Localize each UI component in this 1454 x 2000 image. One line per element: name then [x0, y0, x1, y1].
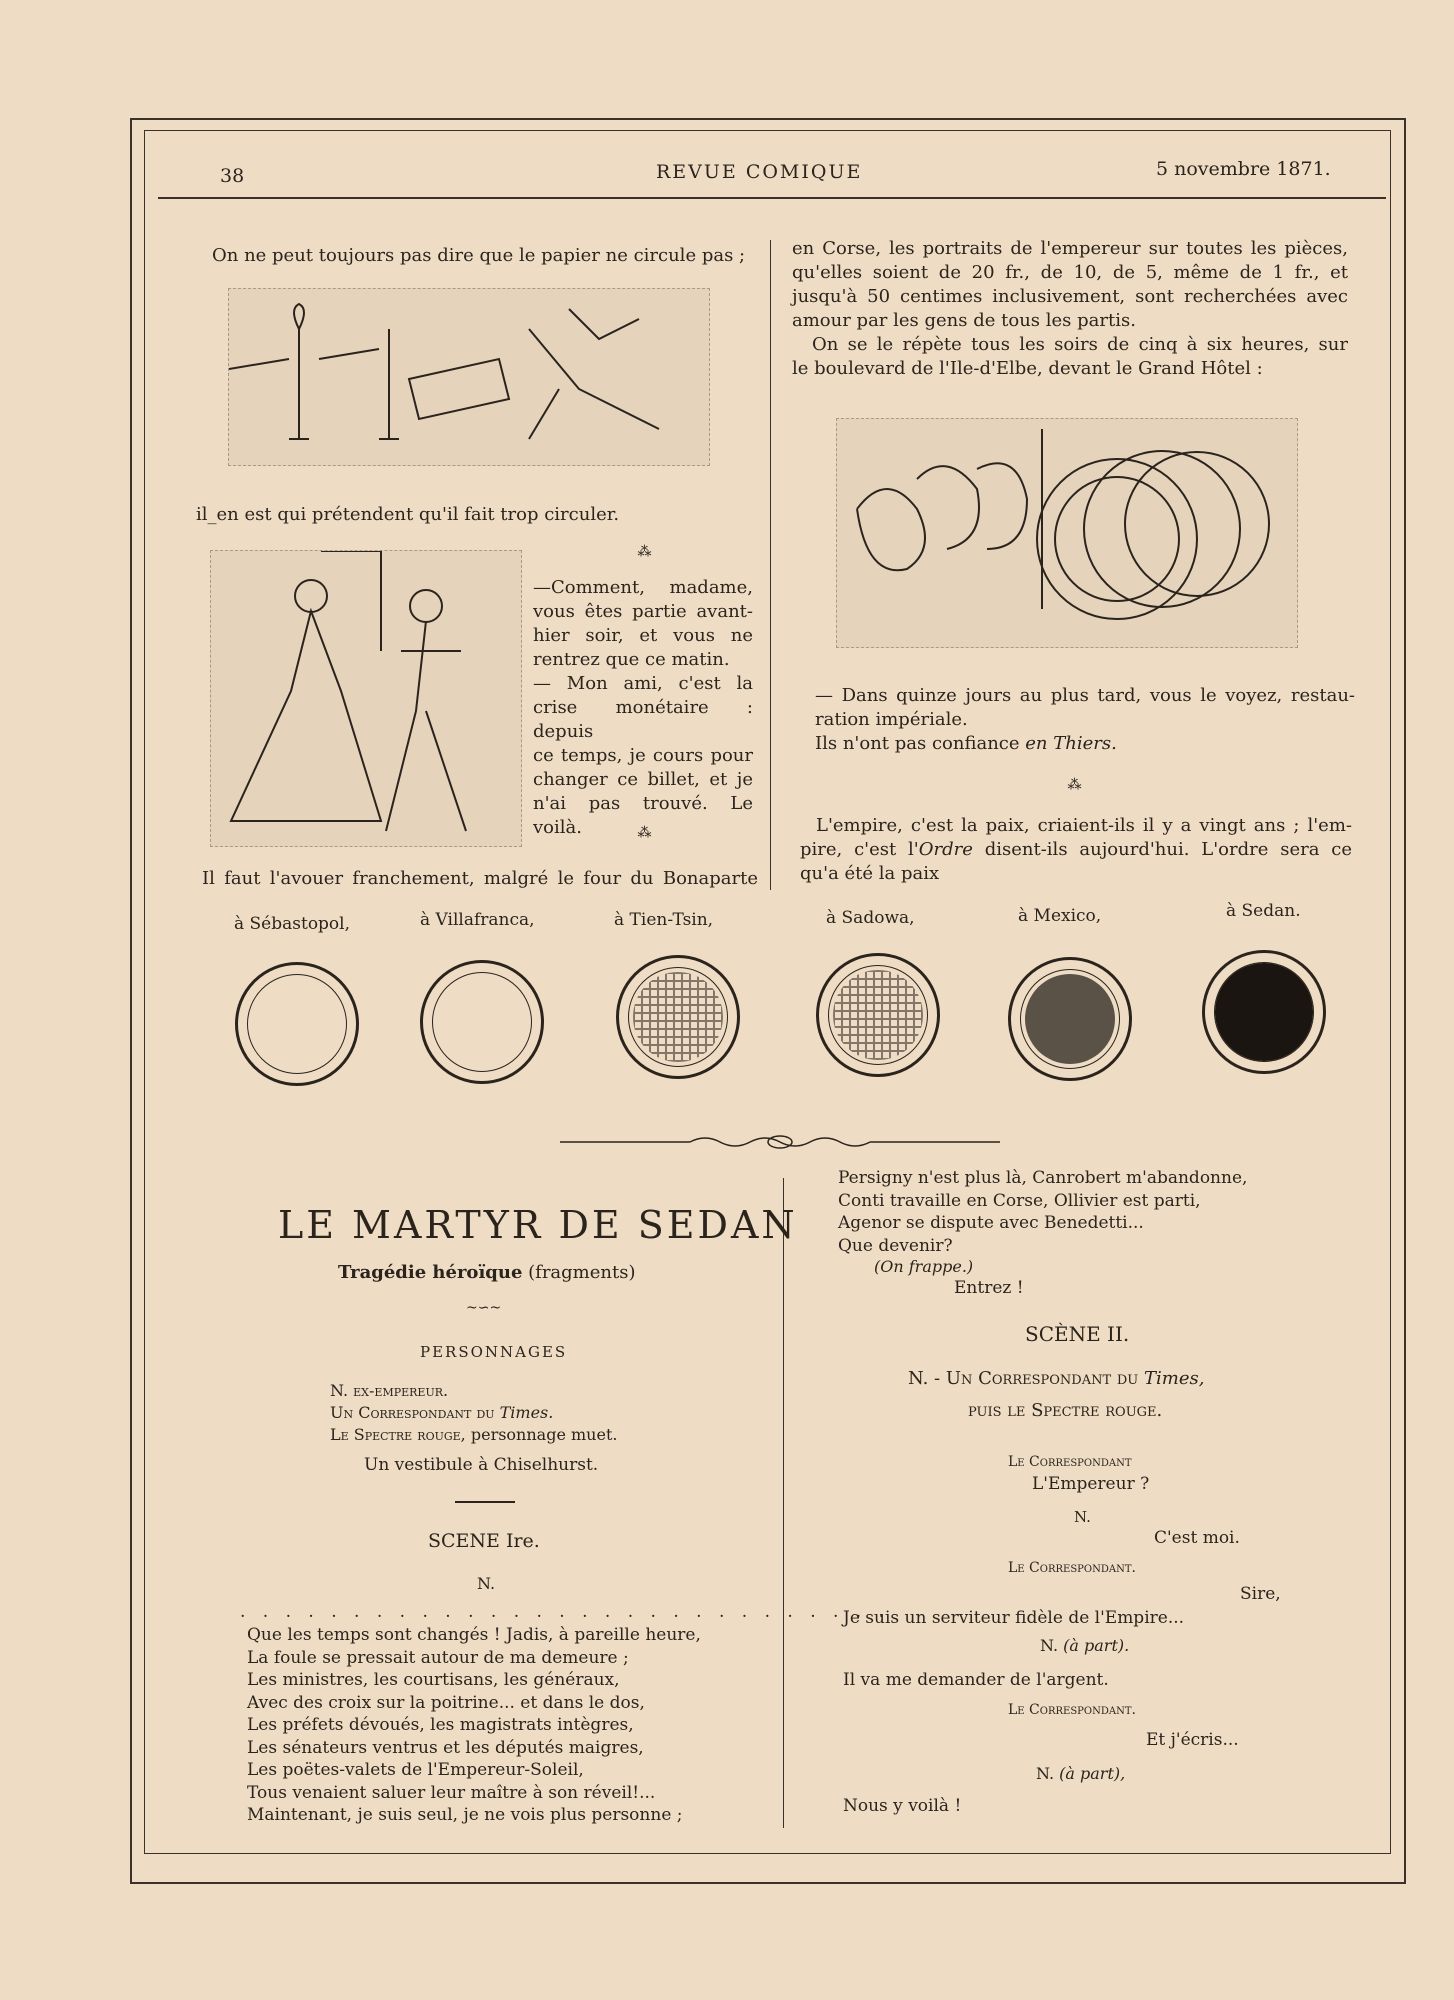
left-text-2: il_en est qui prétendent qu'il fait trop circuler. — [196, 504, 620, 525]
scene-2-times-italic: Times, — [1143, 1368, 1205, 1389]
dialogue-line-5: — Mon ami, c'est la — [533, 673, 753, 694]
dialogue-line-2: vous êtes partie avant- — [533, 601, 753, 622]
stars-separator-2: ⁂ — [637, 825, 653, 841]
thiers-text: Ils n'ont pas confiance — [815, 733, 1026, 754]
speaker-n-2 — [1040, 1636, 1129, 1655]
medal-tien-tsin-icon — [616, 955, 740, 1079]
line-serviteur: Je suis un serviteur fidèle de l'Empire... — [843, 1608, 1185, 1628]
right-line-1: en Corse, les portraits de l'empereur sur toutes les pièces, — [792, 238, 1348, 259]
medal-mexico-icon — [1008, 957, 1132, 1081]
line-sire: Sire, — [1240, 1584, 1281, 1604]
verse-6: Les sénateurs ventrus et les députés maigres, — [247, 1737, 644, 1758]
empire-paragraph — [800, 814, 1352, 886]
play-subtitle — [338, 1262, 635, 1283]
column-divider-bottom — [783, 1178, 784, 1828]
place-villafranca: à Villafranca, — [420, 910, 535, 930]
left-text-last: Il faut l'avouer franchement, malgré le four du Bonaparte — [202, 868, 758, 889]
stars-separator-1: ⁂ — [637, 544, 653, 560]
scene-2-cast-1-text: N. - Un Correspondant du — [908, 1368, 1144, 1389]
empire-text-b: disent-ils aujourd'hui. L'ordre sera ce — [972, 839, 1353, 860]
page-number: 38 — [220, 165, 245, 187]
play-title: LE MARTYR DE SEDAN — [278, 1203, 798, 1247]
verse-3: Les ministres, les courtisans, les généraux, — [247, 1670, 620, 1690]
speaker-n-2-aside: (à part). — [1063, 1636, 1130, 1655]
empire-line-2 — [800, 838, 1352, 862]
line-nous-y-voila: Nous y voilà ! — [843, 1796, 962, 1816]
cast-item-2 — [330, 1402, 617, 1424]
right-verse-2: Conti travaille en Corse, Ollivier est parti, — [838, 1190, 1201, 1211]
right-verse-3: Agenor se dispute avec Benedetti... — [838, 1213, 1144, 1233]
stage-direction-knock: (On frappe.) — [874, 1257, 974, 1276]
verse-9: Maintenant, je suis seul, je ne vois plus personne ; — [247, 1805, 683, 1825]
place-sedan: à Sedan. — [1226, 901, 1301, 921]
thiers-italic: en Thiers. — [1025, 733, 1117, 754]
issue-date: 5 novembre 1871. — [1156, 158, 1331, 180]
right-verse-1: Persigny n'est plus là, Canrobert m'abandonne, — [838, 1168, 1248, 1188]
place-tien-tsin: à Tien-Tsin, — [614, 910, 714, 930]
sketch-icon — [229, 289, 709, 465]
place-sadowa: à Sadowa, — [826, 908, 915, 928]
right-line-5: On se le répète tous les soirs de cinq à six heures, sur — [812, 334, 1348, 355]
subtitle-rest: (fragments) — [522, 1262, 636, 1283]
illustration-coin-crowd — [836, 418, 1298, 648]
empire-ordre-italic: Ordre — [918, 839, 973, 860]
subtitle-bold: Tragédie héroïque — [338, 1262, 523, 1283]
medal-sebastopol-icon — [235, 962, 359, 1086]
right-line-2: qu'elles soient de 20 fr., de 10, de 5, même de 1 fr., et — [792, 262, 1348, 283]
cast-name-3: Le Spectre rouge, — [330, 1425, 466, 1444]
line-cest-moi: C'est moi. — [1154, 1528, 1240, 1548]
medal-villafranca-icon — [420, 960, 544, 1084]
scene-2-heading: SCÈNE II. — [1025, 1322, 1130, 1346]
scene-1-heading: SCENE Ire. — [428, 1530, 540, 1552]
title-flourish: ~∽~ — [466, 1300, 502, 1316]
scene-1-ellipsis: . . . . . . . . . . . . . . . . . . . . . . . . . . . . . — [240, 1602, 891, 1622]
ornament-divider-icon — [560, 1133, 1000, 1151]
medal-sadowa-icon — [816, 953, 940, 1077]
illustration-banknote-chase — [228, 288, 710, 466]
cast-list — [330, 1380, 617, 1446]
cast-name-2: Un Correspondant du — [330, 1403, 500, 1422]
empire-line-3: qu'a été la paix — [800, 863, 940, 884]
cast-times-italic: Times. — [499, 1403, 554, 1422]
right-verse-4: Que devenir? — [838, 1235, 953, 1256]
right-paragraph-1 — [792, 237, 1348, 381]
dialogue-line-9: n'ai pas trouvé. Le — [533, 793, 753, 814]
sketch-icon — [837, 419, 1297, 647]
caption-line-3 — [815, 732, 1355, 756]
right-line-3: jusqu'à 50 centimes inclusivement, sont recherchées avec — [792, 286, 1348, 307]
verse-2: La foule se pressait autour de ma demeure ; — [247, 1647, 629, 1668]
speaker-n-3 — [1036, 1764, 1125, 1783]
line-argent: Il va me demander de l'argent. — [843, 1670, 1109, 1690]
dialogue-line-4: rentrez que ce matin. — [533, 649, 730, 670]
empire-text-a: pire, c'est l' — [800, 839, 919, 860]
line-lempereur: L'Empereur ? — [1032, 1474, 1150, 1494]
speaker-n-3-aside: (à part), — [1059, 1764, 1126, 1783]
right-line-4: amour par les gens de tous les partis. — [792, 310, 1136, 331]
cast-role-3: personnage muet. — [465, 1425, 618, 1444]
right-verses — [838, 1167, 1247, 1257]
dialogue-line-10: voilà. — [533, 817, 582, 838]
journal-title: REVUE COMIQUE — [656, 161, 863, 183]
sketch-icon — [211, 551, 521, 846]
speaker-correspondant-2: Le Correspondant. — [1008, 1560, 1136, 1576]
cast-name-1: N. — [330, 1381, 349, 1400]
line-jecris: Et j'écris... — [1146, 1730, 1239, 1750]
dialogue-line-1: —Comment, madame, — [533, 577, 753, 598]
scene-2-cast-1 — [908, 1368, 1204, 1389]
entrez-line: Entrez ! — [954, 1278, 1024, 1298]
speaker-n-1: N. — [1074, 1508, 1091, 1526]
right-line-6: le boulevard de l'Ile-d'Elbe, devant le Grand Hôtel : — [792, 358, 1263, 379]
dialogue-line-8: changer ce billet, et je — [533, 769, 753, 790]
dialogue-line-3: hier soir, et vous ne — [533, 625, 753, 646]
dialogue-paragraph — [533, 576, 753, 840]
cast-item-1 — [330, 1380, 617, 1402]
illustration-couple-dispute — [210, 550, 522, 847]
scene-2-cast-2: puis le Spectre rouge. — [968, 1400, 1163, 1421]
verse-4: Avec des croix sur la poitrine... et dans le dos, — [247, 1692, 645, 1713]
header-rule — [158, 197, 1386, 199]
stars-separator-3: ⁂ — [1067, 777, 1083, 793]
empire-line-1: L'empire, c'est la paix, criaient-ils il y a vingt ans ; l'em- — [816, 815, 1352, 836]
setting-rule — [455, 1501, 515, 1503]
dialogue-line-6: crise monétaire : depuis — [533, 697, 753, 742]
left-text-1: On ne peut toujours pas dire que le papier ne circule pas ; — [212, 245, 746, 266]
speaker-correspondant-1: Le Correspondant — [1008, 1454, 1132, 1470]
caption-line-2: ration impériale. — [815, 709, 968, 730]
dialogue-line-7: ce temps, je cours pour — [533, 745, 753, 766]
scene-1-speaker: N. — [477, 1574, 496, 1593]
place-mexico: à Mexico, — [1018, 906, 1102, 926]
personnages-heading: PERSONNAGES — [420, 1343, 568, 1361]
right-caption — [815, 684, 1355, 756]
speaker-n-2-name: N. — [1040, 1636, 1059, 1655]
speaker-correspondant-3: Le Correspondant. — [1008, 1702, 1136, 1718]
medal-sedan-icon — [1202, 950, 1326, 1074]
verse-1: Que les temps sont changés ! Jadis, à pareille heure, — [247, 1625, 701, 1645]
play-setting: Un vestibule à Chiselhurst. — [364, 1455, 599, 1475]
caption-line-1: — Dans quinze jours au plus tard, vous le voyez, restau- — [815, 685, 1355, 706]
verse-5: Les préfets dévoués, les magistrats intègres, — [247, 1715, 634, 1735]
scene-1-verses — [247, 1624, 747, 1827]
cast-role-1: ex-empereur. — [348, 1381, 449, 1400]
cast-item-3 — [330, 1424, 617, 1446]
speaker-n-3-name: N. — [1036, 1764, 1055, 1783]
place-sebastopol: à Sébastopol, — [234, 914, 351, 934]
verse-7: Les poëtes-valets de l'Empereur-Soleil, — [247, 1760, 584, 1780]
verse-8: Tous venaient saluer leur maître à son réveil!... — [247, 1782, 656, 1803]
column-divider-top — [770, 240, 771, 890]
